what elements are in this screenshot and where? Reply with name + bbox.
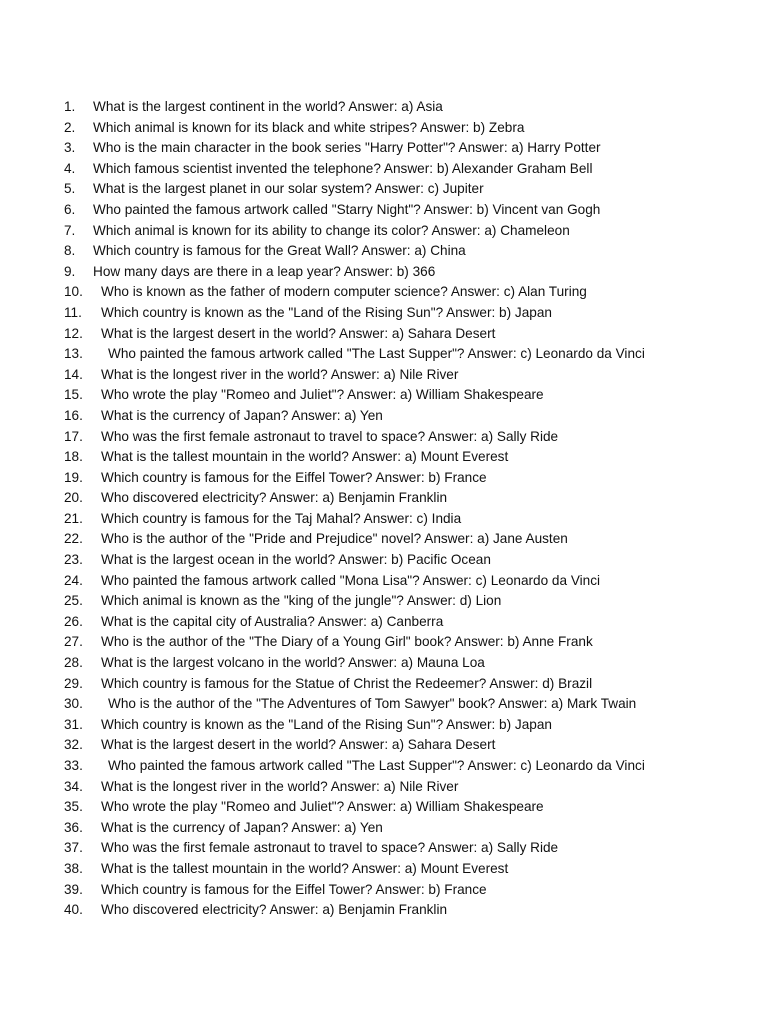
question-number: 30. — [64, 696, 83, 712]
question-item — [64, 138, 682, 159]
question-number: 13. — [64, 346, 83, 362]
question-item — [64, 653, 682, 674]
question-number: 37. — [64, 840, 83, 856]
question-item — [64, 509, 682, 530]
question-text: What is the currency of Japan? Answer: a) Yen — [101, 819, 383, 835]
question-number: 36. — [64, 819, 83, 835]
question-item — [64, 344, 682, 365]
question-text: Who painted the famous artwork called "The Last Supper"? Answer: c) Leonardo da Vinci — [108, 346, 645, 362]
question-item — [64, 427, 682, 448]
question-text: What is the largest desert in the world? Answer: a) Sahara Desert — [101, 737, 496, 753]
question-number: 32. — [64, 737, 83, 753]
question-item — [64, 756, 682, 777]
question-number: 34. — [64, 778, 83, 794]
question-text: Who is the main character in the book series "Harry Potter"? Answer: a) Harry Potter — [93, 140, 601, 156]
question-number: 10. — [64, 284, 83, 300]
question-number: 31. — [64, 716, 83, 732]
question-number: 9. — [64, 263, 76, 279]
question-item — [64, 221, 682, 242]
question-item — [64, 838, 682, 859]
question-item — [64, 159, 682, 180]
question-number: 12. — [64, 325, 83, 341]
question-text: Who painted the famous artwork called "The Last Supper"? Answer: c) Leonardo da Vinci — [108, 758, 645, 773]
question-text: Who painted the famous artwork called "Mona Lisa"? Answer: c) Leonardo da Vinci — [101, 572, 601, 588]
question-number: 21. — [64, 510, 83, 526]
question-number: 24. — [64, 572, 83, 588]
question-text: Who is known as the father of modern computer science? Answer: c) Alan Turing — [101, 284, 587, 300]
question-text: What is the largest continent in the world? Answer: a) Asia — [93, 99, 443, 114]
question-item — [64, 797, 682, 818]
question-number: 8. — [64, 243, 76, 259]
question-number: 19. — [64, 469, 83, 485]
question-number: 14. — [64, 366, 83, 382]
question-item — [64, 468, 682, 489]
question-item — [64, 900, 682, 921]
question-number: 23. — [64, 552, 83, 568]
question-text: What is the currency of Japan? Answer: a) Yen — [101, 407, 383, 423]
question-number: 40. — [64, 902, 83, 918]
question-number: 35. — [64, 799, 83, 815]
question-text: What is the longest river in the world? Answer: a) Nile River — [101, 778, 459, 794]
question-number: 2. — [64, 119, 76, 135]
question-number: 26. — [64, 613, 83, 629]
question-text: Which country is known as the "Land of the Rising Sun"? Answer: b) Japan — [101, 304, 552, 320]
question-item — [64, 179, 682, 200]
question-number: 27. — [64, 634, 83, 650]
question-number: 18. — [64, 449, 83, 465]
question-item — [64, 777, 682, 798]
question-item — [64, 591, 682, 612]
question-item — [64, 303, 682, 324]
question-text: Who painted the famous artwork called "Starry Night"? Answer: b) Vincent van Gogh — [93, 201, 601, 217]
question-text: Which country is famous for the Eiffel Tower? Answer: b) France — [101, 469, 487, 485]
question-item — [64, 612, 682, 633]
question-item — [64, 97, 682, 118]
question-number: 28. — [64, 655, 83, 671]
question-item — [64, 385, 682, 406]
question-text: Which country is famous for the Great Wall? Answer: a) China — [93, 243, 466, 259]
question-text: How many days are there in a leap year? Answer: b) 366 — [93, 263, 436, 279]
question-number: 22. — [64, 531, 83, 547]
question-number: 16. — [64, 407, 83, 423]
question-text: Which country is famous for the Taj Mahal? Answer: c) India — [101, 510, 462, 526]
question-text: What is the tallest mountain in the world? Answer: a) Mount Everest — [101, 449, 509, 465]
question-item — [64, 262, 682, 283]
question-text: Which famous scientist invented the telephone? Answer: b) Alexander Graham Bell — [93, 160, 593, 176]
question-item — [64, 550, 682, 571]
question-text: Which country is famous for the Statue of Christ the Redeemer? Answer: d) Brazil — [101, 675, 593, 691]
question-text: Which country is famous for the Eiffel Tower? Answer: b) France — [101, 881, 487, 897]
question-number: 4. — [64, 160, 76, 176]
question-text: Which animal is known for its ability to change its color? Answer: a) Chameleon — [93, 222, 570, 238]
question-number: 11. — [64, 304, 82, 320]
question-number: 29. — [64, 675, 83, 691]
question-text: Who was the first female astronaut to travel to space? Answer: a) Sally Ride — [101, 840, 559, 856]
question-item — [64, 880, 682, 901]
question-text: Which country is known as the "Land of the Rising Sun"? Answer: b) Japan — [101, 716, 552, 732]
question-text: Who was the first female astronaut to travel to space? Answer: a) Sally Ride — [101, 428, 559, 444]
question-number: 7. — [64, 222, 76, 238]
question-item — [64, 447, 682, 468]
question-item — [64, 118, 682, 139]
question-item — [64, 282, 682, 303]
question-text: What is the largest planet in our solar system? Answer: c) Jupiter — [93, 181, 484, 197]
question-text: Who wrote the play "Romeo and Juliet"? Answer: a) William Shakespeare — [101, 387, 544, 403]
question-item — [64, 241, 682, 262]
question-item — [64, 488, 682, 509]
question-number: 5. — [64, 181, 76, 197]
question-text: Who discovered electricity? Answer: a) Benjamin Franklin — [101, 490, 448, 506]
question-text: What is the largest volcano in the world? Answer: a) Mauna Loa — [101, 655, 485, 671]
question-text: Which animal is known as the "king of the jungle"? Answer: d) Lion — [101, 593, 502, 609]
question-number: 25. — [64, 593, 83, 609]
question-text: What is the tallest mountain in the world? Answer: a) Mount Everest — [101, 860, 509, 876]
quiz-question-list — [64, 97, 682, 921]
question-item — [64, 200, 682, 221]
question-text: What is the capital city of Australia? Answer: a) Canberra — [101, 613, 444, 629]
question-item — [64, 715, 682, 736]
question-text: Who is the author of the "The Diary of a Young Girl" book? Answer: b) Anne Frank — [101, 634, 593, 650]
question-item — [64, 406, 682, 427]
question-number: 15. — [64, 387, 83, 403]
question-item — [64, 818, 682, 839]
question-number: 38. — [64, 860, 83, 876]
question-number: 39. — [64, 881, 83, 897]
question-item — [64, 674, 682, 695]
question-number: 33. — [64, 758, 83, 773]
question-number: 20. — [64, 490, 83, 506]
question-text: Who is the author of the "Pride and Prejudice" novel? Answer: a) Jane Austen — [101, 531, 568, 547]
question-item — [64, 632, 682, 653]
question-text: What is the largest desert in the world? Answer: a) Sahara Desert — [101, 325, 496, 341]
question-number: 3. — [64, 140, 76, 156]
question-text: What is the largest ocean in the world? Answer: b) Pacific Ocean — [101, 552, 491, 568]
question-item — [64, 735, 682, 756]
question-item — [64, 859, 682, 880]
question-text: Which animal is known for its black and white stripes? Answer: b) Zebra — [93, 119, 525, 135]
question-number: 1. — [64, 99, 76, 114]
question-text: Who discovered electricity? Answer: a) Benjamin Franklin — [101, 902, 448, 918]
question-number: 6. — [64, 201, 76, 217]
question-number: 17. — [64, 428, 83, 444]
question-item — [64, 694, 682, 715]
question-item — [64, 365, 682, 386]
question-text: What is the longest river in the world? Answer: a) Nile River — [101, 366, 459, 382]
question-item — [64, 324, 682, 345]
question-text: Who is the author of the "The Adventures of Tom Sawyer" book? Answer: a) Mark Twain — [108, 696, 637, 712]
question-item — [64, 571, 682, 592]
question-item — [64, 529, 682, 550]
question-text: Who wrote the play "Romeo and Juliet"? Answer: a) William Shakespeare — [101, 799, 544, 815]
